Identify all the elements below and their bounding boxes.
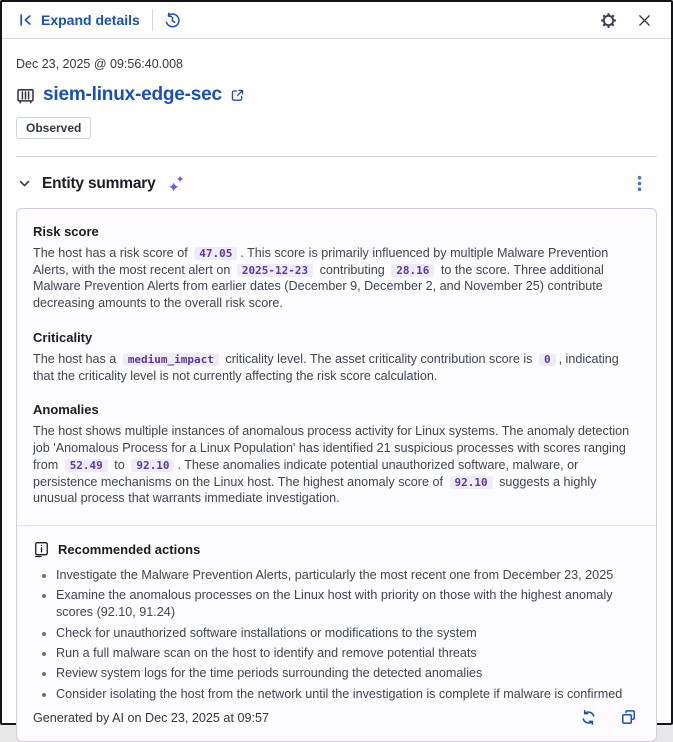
anomalies-text: The host shows multiple instances of anomalous process activity for Linux systems. The anomaly detection job 'Anomalous Process for a Linux Population' has identified 21 suspicious processes with scores ranging from 52.49 to 92.10 . These anomalies indicate potential unauthorized software, malware, or persistence mechanisms on the Linux host. The highest anomaly score of 92.10 suggests a highly unusual process that warrants immediate investigation.: [33, 424, 630, 506]
history-button[interactable]: [161, 9, 184, 32]
risk-score-text: The host has a risk score of 47.05 . This score is primarily influenced by multiple Malware Prevention Alerts, with the most recent alert on 2025-12-23 contributing 28.16 to the score. Three additional Malware Prevention Alerts from earlier dates (December 9, December 2, and November 25) contribute decreasing amounts to the overall risk score.: [33, 246, 609, 311]
generated-by-ai-text: Generated by AI on Dec 23, 2025 at 09:57: [33, 710, 269, 725]
host-name: siem-linux-edge-sec: [43, 84, 222, 105]
inline-code-value: 92.10: [450, 476, 493, 489]
history-icon: [164, 12, 181, 29]
kebab-menu-icon: [634, 175, 645, 192]
copy-icon: [620, 709, 637, 726]
inline-code-value: 52.49: [65, 459, 108, 472]
recommended-actions-divider: [17, 525, 656, 526]
recommended-action-item: • Investigate the Malware Prevention Alerts, particularly the most recent one from December 23, 2025: [56, 567, 640, 584]
popout-icon: [230, 88, 245, 103]
observed-status-badge: Observed: [16, 117, 91, 139]
host-name-link[interactable]: [16, 84, 245, 106]
storage-icon: [16, 86, 35, 105]
risk-score-heading: Risk score: [33, 224, 99, 239]
documentation-icon: [33, 541, 50, 558]
recommended-action-item: • Review system logs for the time periods surrounding the detected anomalies: [56, 665, 640, 682]
recommended-action-item: • Run a full malware scan on the host to identify and remove potential threats: [56, 645, 640, 662]
close-button[interactable]: [634, 10, 655, 31]
recommended-actions-list: [33, 567, 640, 706]
criticality-heading: Criticality: [33, 329, 93, 345]
anomalies-heading: Anomalies: [33, 402, 99, 418]
recommended-action-item: • Consider isolating the host from the network until the investigation is complete if malware is confirmed: [56, 686, 640, 703]
arrow-start-icon: [18, 12, 34, 28]
chevron-down-icon: [18, 177, 31, 190]
entity-summary-panel: [16, 208, 657, 742]
inline-code-value: 28.16: [391, 264, 434, 277]
entity-summary-title: Entity summary: [42, 174, 156, 192]
inline-code-value: 92.10: [131, 459, 174, 472]
copy-button[interactable]: [617, 706, 640, 729]
entity-summary-menu-button[interactable]: [631, 172, 648, 195]
inline-code-value: medium_impact: [123, 353, 219, 366]
expand-details-button[interactable]: [12, 8, 146, 32]
topbar-separator: [152, 9, 153, 31]
flyout-top-bar: [2, 2, 671, 39]
entity-summary-accordion: [2, 157, 671, 208]
gear-icon: [600, 12, 617, 29]
close-icon: [637, 13, 652, 28]
expand-details-label: Expand details: [41, 12, 140, 28]
sparkles-icon: [167, 174, 186, 193]
entity-summary-toggle[interactable]: [18, 174, 186, 193]
settings-button[interactable]: [597, 9, 620, 32]
summary-footer: [33, 706, 640, 729]
inline-code-value: 47.05: [194, 247, 237, 260]
refresh-icon: [580, 709, 597, 726]
recommended-action-item: • Examine the anomalous processes on the Linux host with priority on those with the highest anomaly scores (92.10, 91.24): [56, 587, 640, 621]
regenerate-button[interactable]: [577, 706, 600, 729]
recommended-action-item: • Check for unauthorized software installations or modifications to the system: [56, 625, 640, 642]
event-timestamp: Dec 23, 2025 @ 09:56:40.008: [16, 57, 183, 71]
criticality-text: The host has a medium_impact criticality level. The asset criticality contribution score is 0 , indicating that the criticality level is not currently affecting the risk score calculation.: [33, 351, 619, 383]
inline-code-value: 0: [539, 353, 556, 366]
entity-header: [2, 39, 671, 157]
inline-code-value: 2025-12-23: [237, 264, 313, 277]
recommended-actions-heading: Recommended actions: [58, 542, 201, 558]
